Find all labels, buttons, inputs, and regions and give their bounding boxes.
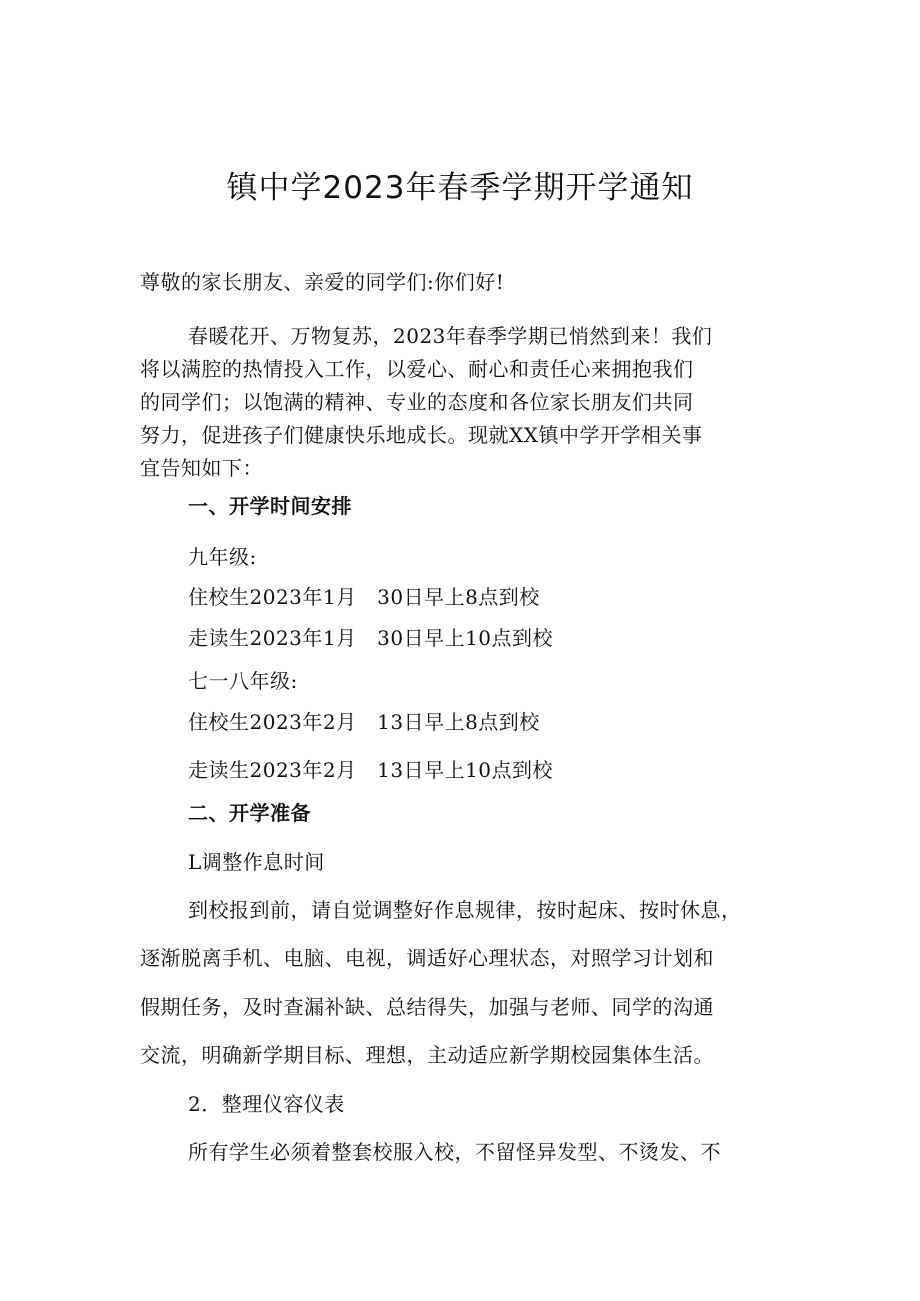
intro-line: 将以满腔的热情投入工作，以爱心、耐心和责任心来拥抱我们 (140, 357, 694, 381)
item1-line: 假期任务，及时查漏补缺、总结得失，加强与老师、同学的沟通 (140, 995, 714, 1019)
grade78-boarding-time: 住校生2023年2月 13日早上8点到校 (188, 710, 540, 734)
grade78-label: 七一八年级: (188, 669, 298, 693)
item2-title: 2．整理仪容仪表 (188, 1092, 345, 1116)
grade78-day-time: 走读生2023年2月 13日早上10点到校 (188, 758, 554, 782)
section-heading-preparation: 二、开学准备 (188, 801, 311, 825)
intro-line: 宜告知如下： (140, 456, 263, 480)
intro-line: 的同学们；以饱满的精神、专业的态度和各位家长朋友们共同 (140, 390, 694, 414)
section-heading-schedule: 一、开学时间安排 (188, 494, 352, 518)
greeting: 尊敬的家长朋友、亲爱的同学们:你们好! (140, 270, 505, 294)
item1-title: L调整作息时间 (188, 850, 325, 874)
item1-line: 交流，明确新学期目标、理想，主动适应新学期校园集体生活。 (140, 1043, 714, 1067)
grade9-boarding-time: 住校生2023年1月 30日早上8点到校 (188, 585, 540, 609)
grade9-label: 九年级: (188, 545, 257, 569)
grade9-day-time: 走读生2023年1月 30日早上10点到校 (188, 626, 554, 650)
item1-line: 逐渐脱离手机、电脑、电视，调适好心理状态，对照学习计划和 (140, 946, 714, 970)
intro-line: 春暖花开、万物复苏，2023年春季学期已悄然到来！我们 (188, 324, 713, 348)
intro-line: 努力，促进孩子们健康快乐地成长。现就XX镇中学开学相关事 (140, 423, 703, 447)
item1-line: 到校报到前，请自觉调整好作息规律，按时起床、按时休息， (188, 898, 742, 922)
document-title: 镇中学2023年春季学期开学通知 (226, 170, 694, 206)
item2-line: 所有学生必须着整套校服入校，不留怪异发型、不烫发、不 (188, 1140, 721, 1164)
